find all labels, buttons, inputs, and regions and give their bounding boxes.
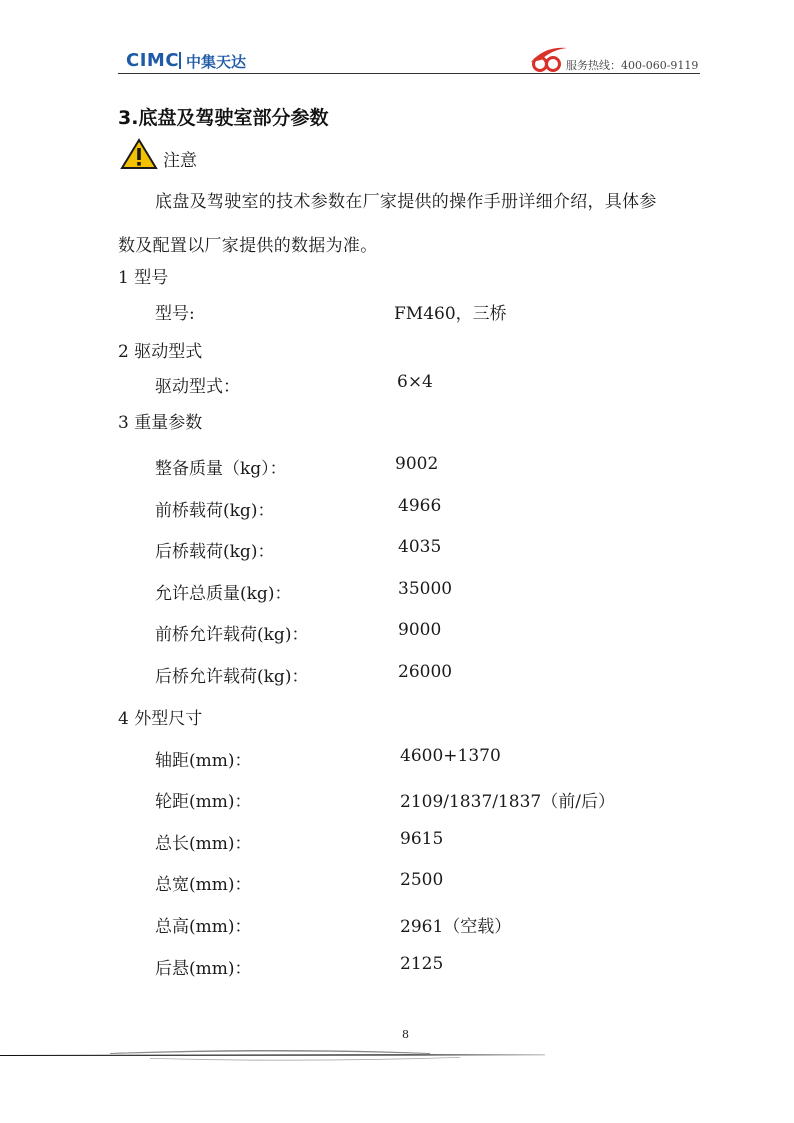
section-heading-dimensions: 4 外型尺寸: [118, 709, 203, 729]
param-label: 轴距(mm)：: [155, 751, 252, 771]
hotline-logo-icon: [527, 44, 569, 74]
warning-triangle-icon: [120, 138, 158, 170]
param-value: 9000: [398, 620, 442, 640]
param-value: FM460，三桥: [394, 304, 507, 324]
param-label: 总高(mm)：: [155, 917, 252, 937]
param-value: 9615: [400, 829, 444, 849]
param-label: 总长(mm)：: [155, 834, 252, 854]
param-value: 2500: [400, 870, 444, 890]
param-value: 2125: [400, 954, 444, 974]
logo-cn: 中集天达: [186, 53, 247, 71]
param-label: 整备质量（kg）：: [155, 459, 287, 479]
param-label: 前桥允许载荷(kg)：: [155, 625, 309, 645]
param-label: 总宽(mm)：: [155, 875, 252, 895]
intro-paragraph-line-1: 底盘及驾驶室的技术参数在厂家提供的操作手册详细介绍，具体参: [155, 192, 657, 212]
param-value: 4600+1370: [400, 746, 501, 766]
param-label: 驱动型式：: [155, 377, 240, 397]
param-value: 4035: [398, 537, 442, 557]
param-value: 2109/1837/1837（前/后）: [400, 792, 615, 812]
footer-decorative-line: [0, 1045, 545, 1063]
param-value: 6×4: [397, 372, 433, 392]
header-rule: [118, 73, 700, 74]
section-heading-weight: 3 重量参数: [118, 413, 203, 433]
logo-divider: [179, 52, 181, 69]
param-value: 26000: [398, 662, 453, 682]
page-number: 8: [402, 1028, 409, 1041]
param-value: 2961（空载）: [400, 917, 512, 937]
param-label: 前桥载荷(kg)：: [155, 501, 275, 521]
param-label: 允许总质量(kg)：: [155, 584, 292, 604]
param-label: 后悬(mm)：: [155, 959, 252, 979]
logo-cimc: CIMC: [126, 50, 180, 71]
param-label: 型号:: [155, 304, 195, 324]
intro-paragraph-line-2: 数及配置以厂家提供的数据为准。: [118, 236, 378, 256]
param-value: 9002: [395, 454, 439, 474]
section-heading-model: 1 型号: [118, 268, 169, 288]
section-title: 3.底盘及驾驶室部分参数: [118, 107, 329, 129]
param-value: 35000: [398, 579, 453, 599]
service-hotline: 服务热线：400-060-9119: [566, 59, 699, 72]
param-label: 后桥允许载荷(kg)：: [155, 667, 309, 687]
section-heading-drive: 2 驱动型式: [118, 342, 203, 362]
param-value: 4966: [398, 496, 442, 516]
notice-label: 注意: [163, 151, 197, 171]
param-label: 轮距(mm)：: [155, 792, 252, 812]
param-label: 后桥载荷(kg)：: [155, 542, 275, 562]
